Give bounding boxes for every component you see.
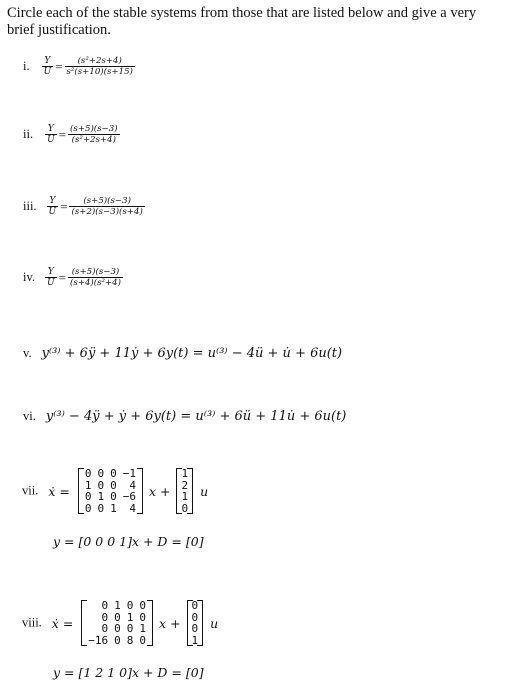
matrix-entry: 1 — [181, 490, 189, 504]
matrix-entry: 1 — [84, 478, 92, 492]
u-symbol: u — [200, 483, 209, 499]
matrix-entry: 0 — [191, 622, 199, 636]
xdot-label: ẋ = — [48, 483, 70, 499]
item-label: viii. — [22, 615, 42, 630]
matrix-entry: 0 — [126, 622, 134, 636]
matrix-entry: −16 — [88, 633, 109, 647]
matrix-entry: 0 — [191, 610, 199, 624]
item-ii: ii. $\frac{Y}{U}$ = $\frac{(s+5)(s-3)}{\text{(s²+2s+4)}}$ — [23, 124, 118, 145]
matrix-entry: 0 — [110, 490, 117, 504]
u-symbol: u — [210, 615, 219, 631]
matrix-entry: 1 — [97, 490, 105, 504]
question-text: Circle each of the stable systems from those that are listed below and give a very brief justification. — [7, 5, 477, 38]
b-vector — [176, 468, 193, 514]
matrix-entry: 0 — [139, 610, 147, 624]
lhs-denominator: U — [47, 135, 55, 145]
b-vector — [187, 600, 204, 646]
x-plus: x + — [159, 615, 181, 631]
matrix-entry: −6 — [122, 490, 136, 504]
matrix-entry: 0 — [84, 490, 92, 504]
lhs-numerator: Y — [45, 124, 57, 135]
lhs-denominator: U — [43, 67, 52, 77]
tf-numerator: (s+5)(s−3) — [70, 124, 118, 134]
tf-denominator: (s²+2s+4) — [71, 135, 116, 145]
matrix-entry: 1 — [191, 633, 199, 647]
matrix-entry: 0 — [181, 501, 189, 515]
tf-denominator: s²(s+10)(s+15) — [66, 67, 133, 77]
item-viii — [22, 600, 218, 646]
item-label: vi. — [23, 409, 36, 423]
matrix-entry: 0 — [110, 478, 117, 492]
matrix-entry: 4 — [129, 501, 136, 515]
item-v — [23, 344, 342, 362]
lhs-denominator: U — [48, 207, 57, 217]
item-label: iii. — [23, 199, 37, 214]
differential-equation: y⁽³⁾ + 6ÿ + 11ẏ + 6y(t) = u⁽³⁾ − 4ü + u̇ + 6u(t) — [41, 346, 343, 361]
matrix-entry: 0 — [110, 467, 117, 480]
matrix-entry: 0 — [97, 467, 105, 480]
matrix-entry: 0 — [97, 501, 105, 515]
item-label: ii. — [23, 127, 34, 142]
lhs-numerator: Y — [45, 267, 57, 278]
matrix-entry: 1 — [181, 467, 189, 480]
tf-numerator: (s+5)(s−3) — [69, 196, 144, 207]
matrix-entry: 0 — [84, 501, 92, 515]
matrix-entry: 0 — [139, 633, 147, 647]
matrix-entry: 1 — [114, 599, 121, 612]
item-label: iv. — [23, 270, 36, 285]
matrix-entry: 0 — [126, 599, 134, 612]
matrix-entry: 1 — [139, 622, 147, 636]
matrix-entry: 4 — [129, 478, 136, 492]
matrix-entry: 0 — [191, 599, 199, 612]
item-vii — [22, 468, 208, 514]
item-vi — [23, 407, 346, 425]
tf-numerator: (s+5)(s−3) — [68, 267, 123, 278]
item-iv: iv. $\frac{Y}{U}$ = $\frac{(s+5)(s-3)}{\text{(s+4)(s²+4)}}$ — [23, 267, 121, 288]
tf-denominator: (s+2)(s−3)(s+4) — [71, 207, 143, 217]
matrix-entry: 0 — [114, 610, 121, 624]
output-equation: y = [1 2 1 0]x + D = [0] — [53, 665, 204, 680]
matrix-entry: 2 — [181, 478, 189, 492]
x-plus: x + — [148, 483, 171, 499]
xdot-label: ẋ = — [51, 615, 74, 631]
item-i: i. $\frac{Y}{U}$ = $\frac{\text{(s²+2s+4)}}{\text{s²(s+10)(s+15)}}$ — [23, 56, 133, 77]
matrix-entry: 0 — [139, 599, 147, 612]
matrix-entry: 8 — [126, 633, 134, 647]
matrix-entry: 1 — [110, 501, 117, 515]
lhs-numerator: Y — [42, 56, 54, 67]
item-iii: iii. $\frac{Y}{U}$ = $\frac{(s+5)(s-3)}{(s+2)(s-3)(s+4)}$ — [23, 196, 143, 217]
matrix-entry: 0 — [84, 467, 92, 480]
item-label: vii. — [22, 483, 39, 498]
tf-denominator: (s+4)(s²+4) — [69, 278, 121, 288]
matrix-entry: 0 — [114, 622, 121, 636]
lhs-numerator: Y — [47, 196, 59, 207]
output-equation: y = [0 0 0 1]x + D = [0] — [53, 534, 204, 549]
differential-equation: y⁽³⁾ − 4ÿ + ẏ + 6y(t) = u⁽³⁾ + 6ü + 11u̇ + 6u(t) — [45, 409, 347, 424]
item-label: i. — [23, 59, 30, 74]
matrix-entry: 0 — [114, 633, 121, 647]
matrix-entry: 1 — [126, 610, 134, 624]
matrix-entry: 0 — [97, 478, 105, 492]
item-label: v. — [23, 346, 32, 360]
a-matrix — [81, 600, 153, 646]
lhs-denominator: U — [47, 278, 55, 288]
tf-numerator: (s²+2s+4) — [65, 56, 135, 67]
a-matrix — [78, 468, 143, 514]
matrix-entry: −1 — [122, 467, 136, 480]
matrix-entry: 0 — [101, 622, 109, 636]
matrix-entry: 0 — [101, 599, 109, 612]
matrix-entry: 0 — [101, 610, 109, 624]
